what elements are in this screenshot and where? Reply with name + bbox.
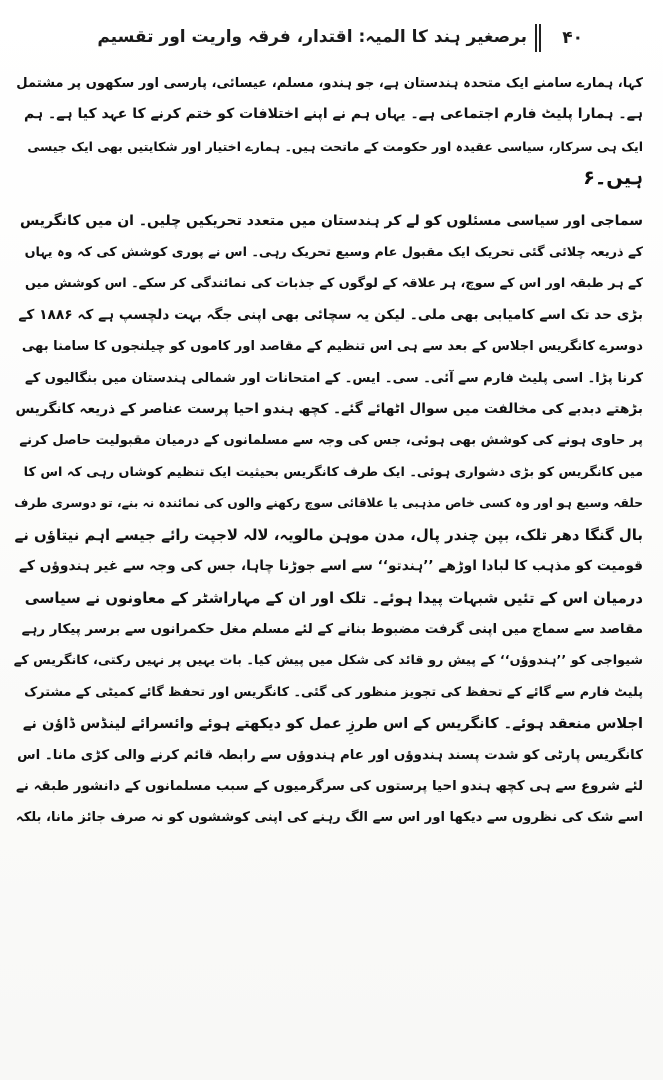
text-line: مقاصد سے سماج میں اپنی گرفت مضبوط بنانے کے لئے مسلم مغل حکمرانوں سے برسر پیکار رہے xyxy=(21,621,643,637)
text-line: کے ہر طبقہ اور اس کے سوچ، ہر علاقہ کے لوگوں کے جذبات کی نمائندگی کر سکے۔ اس کوشش میں xyxy=(24,276,643,292)
text-line: پر حاوی ہونے کی کوشش بھی ہوئی، جس کی وجہ سے مسلمانوں کے درمیان مقبولیت حاصل کرنے xyxy=(19,433,643,449)
text-line: پلیٹ فارم سے گائے کے تحفظ کی تجویز منظور کی گئی۔ کانگریس اور تحفظ گائے کمیٹی کے مشترک xyxy=(24,684,643,700)
text-line: سماجی اور سیاسی مسئلوں کو لے کر ہندستان میں متعدد تحریکیں چلیں۔ ان میں کانگریس xyxy=(19,212,643,229)
text-line: درمیان اس کے تئیں شبہات پیدا ہوئے۔ تلک اور ان کے مہاراشٹر کے معاونوں نے سیاسی xyxy=(24,588,643,607)
text-line: ایک ہی سرکار، سیاسی عقیدہ اور حکومت کے ماتحت ہیں۔ ہمارے اختیار اور شکایتیں بھی ایک جیسی xyxy=(27,138,643,154)
text-line: کانگریس پارٹی کو شدت پسند ہندوؤں اور عام ہندوؤں سے رابطہ قائم کرنے والی کڑی مانا۔ اس xyxy=(17,747,643,763)
text-line: کے ذریعہ چلائی گئی تحریک ایک مقبول عام وسیع تحریک رہی۔ اس نے پوری کوشش کی کہ وہ یہاں xyxy=(24,245,643,261)
page-number: ۴۰ xyxy=(562,28,583,48)
text-line: حلقہ وسیع ہو اور وہ کسی خاص مذہبی یا علاقائی سوچ رکھنے والوں کی نمائندہ نہ بنے، تو دوسری طرف xyxy=(14,496,643,511)
text-line: بڑی حد تک اسے کامیابی بھی ملی۔ لیکن یہ سچائی بھی اپنی جگہ بہت دلچسپ ہے کہ ۱۸۸۶ کے xyxy=(18,306,643,323)
text-line: کہا، ہمارے سامنے ایک متحدہ ہندستان ہے، جو ہندو، مسلم، عیسائی، پارسی اور سکھوں پر مشتمل xyxy=(16,76,643,91)
text-line: کرنا پڑا۔ اسی پلیٹ فارم سے آئی۔ سی۔ ایس۔ کے امتحانات اور شمالی ہندستان میں بنگالیوں کے xyxy=(24,370,643,386)
page-body xyxy=(14,68,643,834)
text-line: قومیت کو مذہب کا لبادا اوڑھے ’’ہندتو‘‘ سے اسے جوڑنا چاہا، جس کی وجہ سے غیر ہندوؤں کے xyxy=(19,558,643,575)
text-line: میں کانگریس کو بڑی دشواری ہوئی۔ ایک طرف کانگریس بحیثیت ایک تنظیم کوشاں رہی کہ اس کا xyxy=(23,464,643,480)
text-line: بال گنگا دھر تلک، بپن چندر پال، مدن موہن مالویہ، لالہ لاجپت رائے جیسے اہم نیتاؤں نے xyxy=(14,525,643,544)
running-title: برصغیر ہند کا المیہ: اقتدار، فرقہ واریت اور تقسیم xyxy=(97,27,527,47)
text-line: ہیں۔۶ xyxy=(583,166,643,190)
text-line: ہے۔ ہمارا پلیٹ فارم اجتماعی ہے۔ یہاں ہم نے اپنے اختلافات کو ختم کرنے کا عہد کیا ہے۔ ہم xyxy=(23,106,643,123)
text-line: بڑھتے دبدبے کی مخالفت میں سوال اٹھائے گئے۔ کچھ ہندو احیا پرست عناصر کے ذریعہ کانگریس xyxy=(15,401,643,418)
page-header xyxy=(14,0,643,52)
text-line: لئے شروع سے ہی کچھ ہندو احیا پرستوں کی سرگرمیوں کے سبب مسلمانوں کے دانشور طبقہ نے xyxy=(16,778,643,794)
text-line: دوسرے کانگریس اجلاس کے بعد سے ہی اس تنظیم کے مقاصد اور کاموں کو چیلنجوں کا سامنا بھی xyxy=(21,339,643,355)
text-line: اجلاس منعقد ہوئے۔ کانگریس کے اس طرزِ عمل کو دیکھتے ہوئے وائسرائے لینڈس ڈاؤن نے xyxy=(22,715,643,733)
text-line: شیواجی کو ’’ہندوؤں‘‘ کے پیش رو قائد کی شکل میں پیش کیا۔ بات یہیں پر نہیں رکتی، کانگریس کے xyxy=(14,653,643,669)
paragraph-quote xyxy=(14,68,643,194)
text-line: اسے شک کی نظروں سے دیکھا اور اس سے الگ رہنے کی اپنی کوششوں کو نہ صرف جائز مانا، بلکہ xyxy=(15,810,643,826)
header-divider xyxy=(535,24,541,52)
paragraph-main xyxy=(14,206,643,834)
